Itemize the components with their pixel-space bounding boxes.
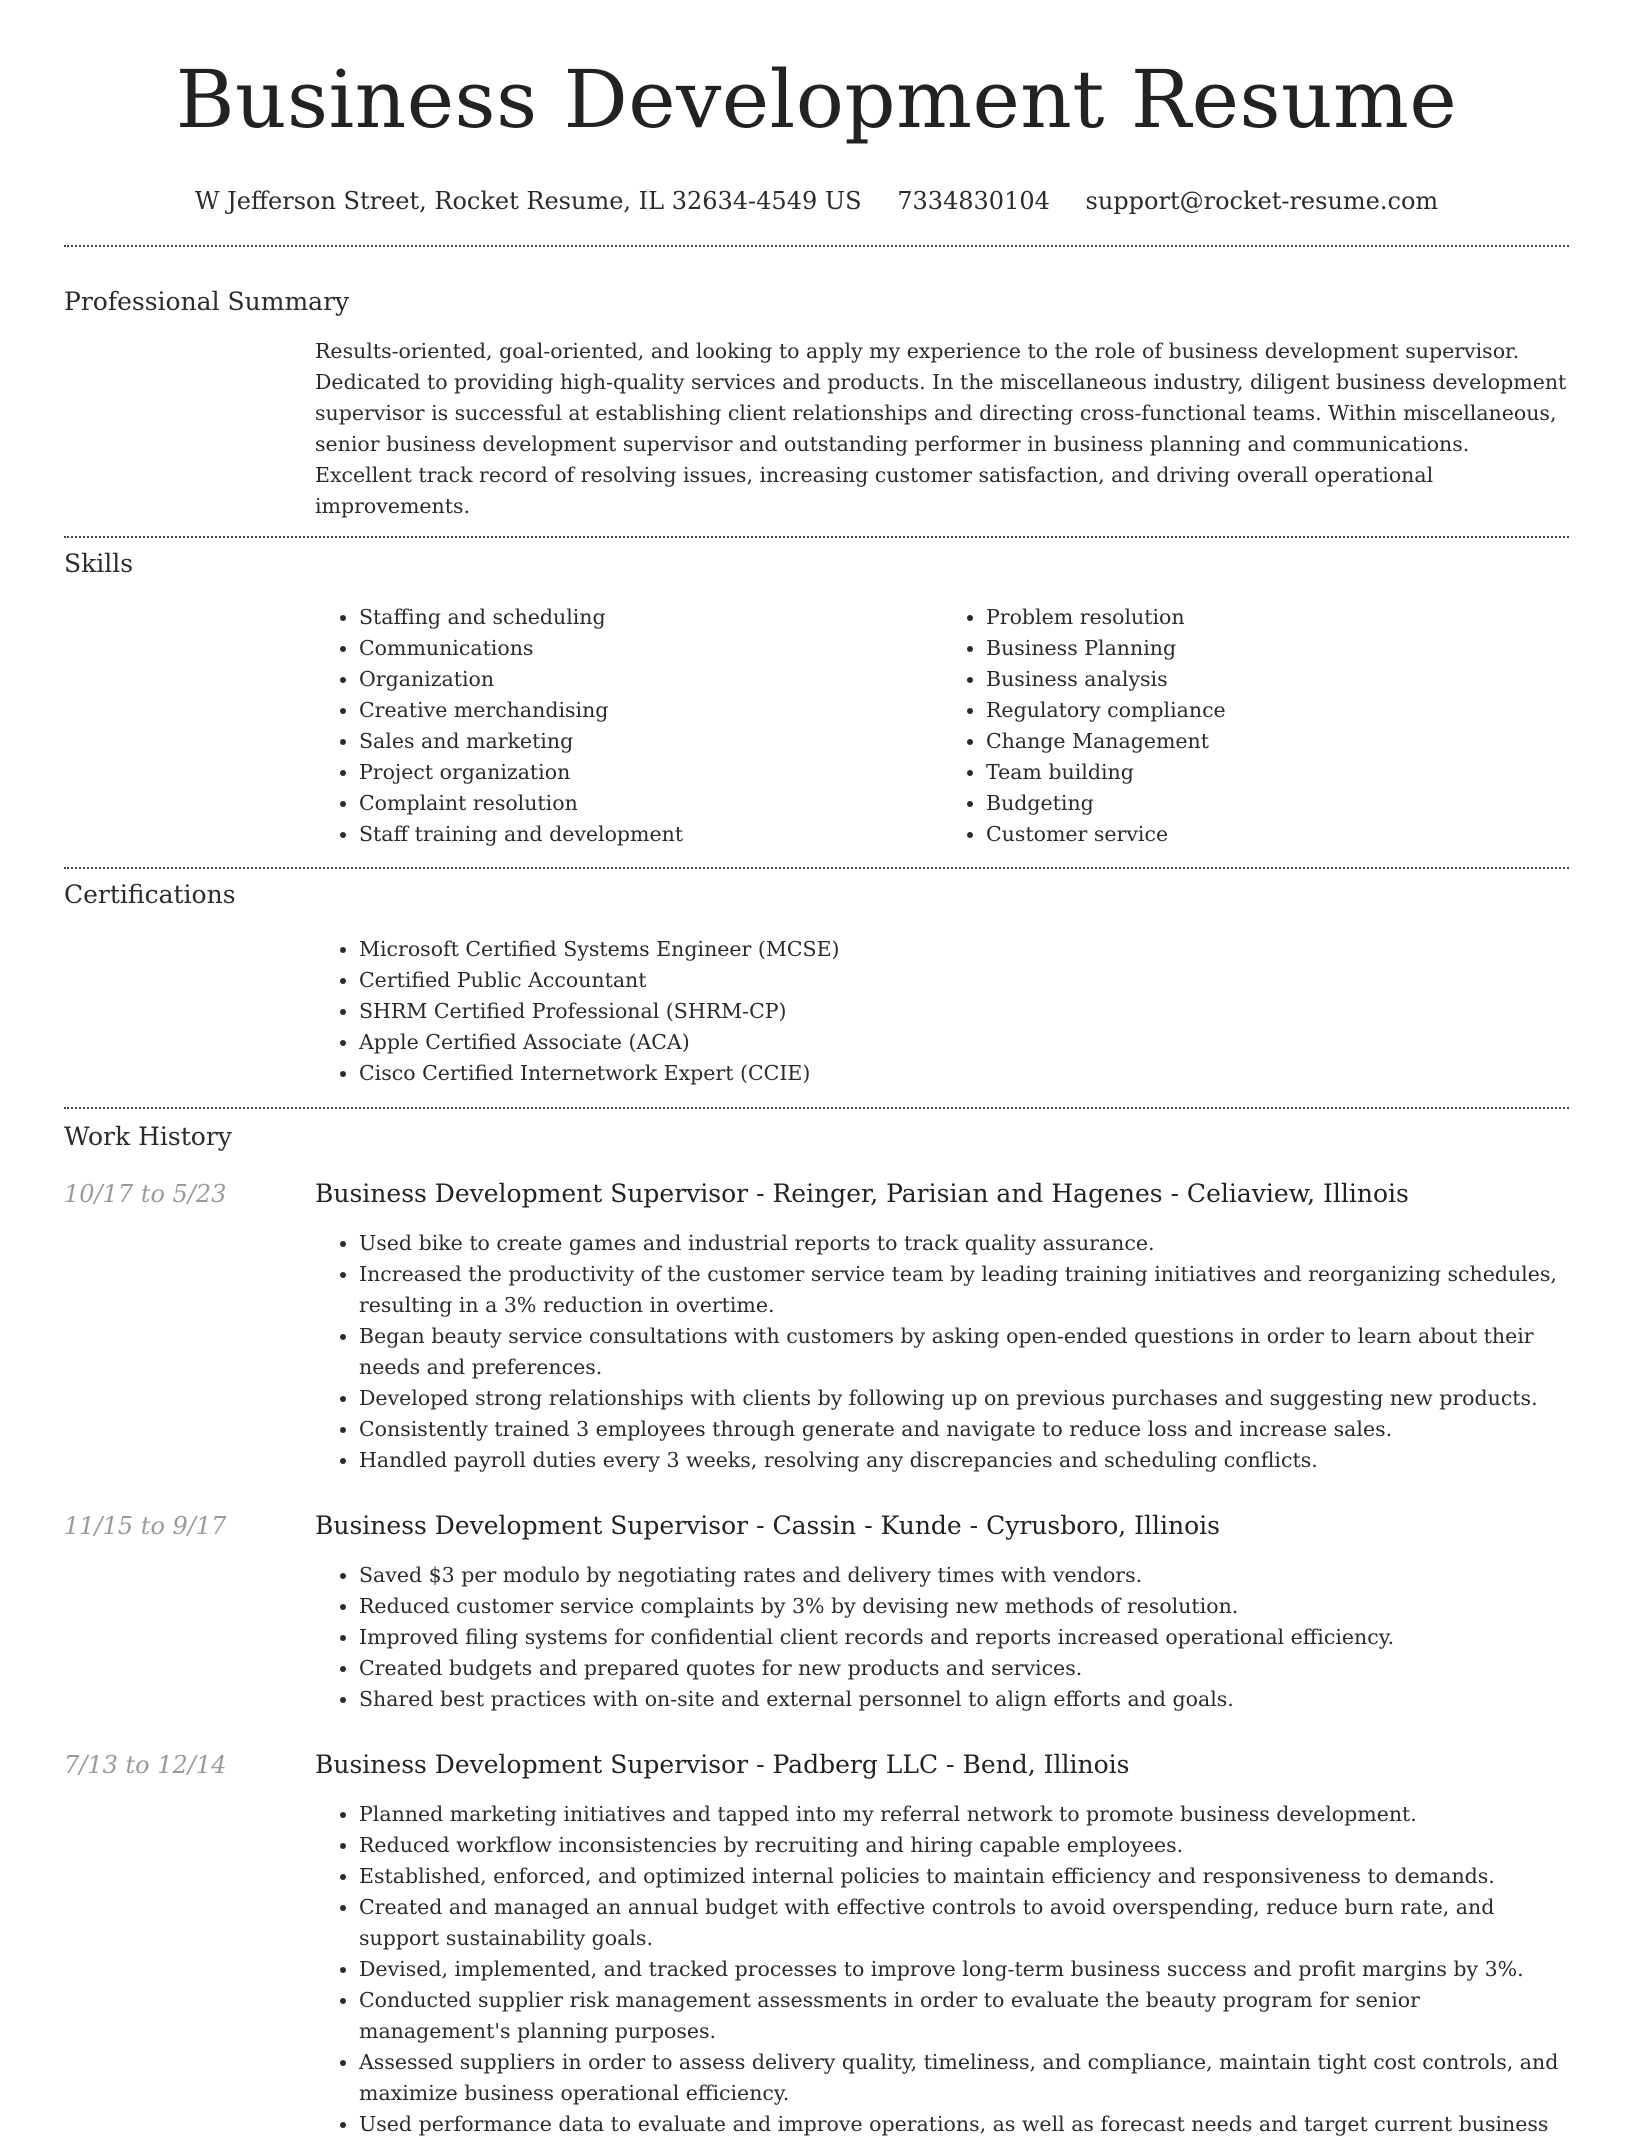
- job-bullet: • Began beauty service consultations with customers by asking open-ended questions in order to learn about their needs and preferences.: [359, 1321, 1569, 1383]
- job-bullet: • Increased the productivity of the customer service team by leading training initiatives and reorganizing schedules, resulting in a 3% reduction in overtime.: [359, 1259, 1569, 1321]
- job-header: [64, 1510, 1569, 1542]
- job-bullet: • Planned marketing initiatives and tapped into my referral network to promote business development.: [359, 1799, 1569, 1830]
- skill-item: • Budgeting: [986, 788, 1569, 819]
- job-bullet: • Used bike to create games and industrial reports to track quality assurance.: [359, 1228, 1569, 1259]
- job-bullet: • Conducted supplier risk management assessments in order to evaluate the beauty program for senior management's planning purposes.: [359, 1985, 1569, 2047]
- skills-column-right: [942, 602, 1569, 850]
- job-title: Business Development Supervisor - Padberg LLC - Bend, Illinois: [315, 1750, 1130, 1779]
- job-bullets: [315, 1799, 1569, 2140]
- skill-item: • Sales and marketing: [359, 726, 942, 757]
- job-bullet: • Consistently trained 3 employees through generate and navigate to reduce loss and increase sales.: [359, 1414, 1569, 1445]
- job-entry: [64, 1178, 1569, 1476]
- job-bullet: • Created and managed an annual budget with effective controls to avoid overspending, reduce burn rate, and support sustainability goals.: [359, 1892, 1569, 1954]
- job-bullets: [315, 1228, 1569, 1476]
- job-bullet: • Devised, implemented, and tracked processes to improve long-term business success and profit margins by 3%.: [359, 1954, 1569, 1985]
- skill-item: • Complaint resolution: [359, 788, 942, 819]
- job-bullet: • Shared best practices with on-site and external personnel to align efforts and goals.: [359, 1684, 1569, 1715]
- skill-item: • Communications: [359, 633, 942, 664]
- header-divider: [64, 245, 1569, 247]
- skill-item: • Regulatory compliance: [986, 695, 1569, 726]
- job-dates: 7/13 to 12/14: [64, 1751, 227, 1779]
- job-entry: [64, 1749, 1569, 2140]
- job-entry: [64, 1510, 1569, 1715]
- resume-title: Business Development Resume: [175, 53, 1458, 146]
- resume-page: [64, 0, 1569, 2140]
- skills-list: [315, 602, 1569, 850]
- job-bullet: • Reduced customer service complaints by 3% by devising new methods of resolution.: [359, 1591, 1569, 1622]
- skills-divider: [64, 867, 1569, 869]
- job-bullet: • Improved filing systems for confidential client records and reports increased operational efficiency.: [359, 1622, 1569, 1653]
- skill-item: • Business Planning: [986, 633, 1569, 664]
- job-header: [64, 1178, 1569, 1210]
- job-bullet: • Created budgets and prepared quotes for new products and services.: [359, 1653, 1569, 1684]
- contact-line: [64, 186, 1569, 216]
- work-history-heading: Work History: [64, 1122, 232, 1151]
- skill-item: • Staffing and scheduling: [359, 602, 942, 633]
- contact-phone: 7334830104: [897, 187, 1050, 215]
- job-title: Business Development Supervisor - Reinger, Parisian and Hagenes - Celiaview, Illinois: [315, 1179, 1409, 1208]
- summary-divider: [64, 536, 1569, 538]
- skill-item: • Project organization: [359, 757, 942, 788]
- certification-item: • SHRM Certified Professional (SHRM-CP): [359, 996, 1569, 1027]
- certifications-divider: [64, 1107, 1569, 1109]
- skill-item: • Team building: [986, 757, 1569, 788]
- job-bullet: • Reduced workflow inconsistencies by recruiting and hiring capable employees.: [359, 1830, 1569, 1861]
- summary-heading: Professional Summary: [64, 287, 350, 316]
- skill-item: • Customer service: [986, 819, 1569, 850]
- certifications-list: [315, 934, 1569, 1089]
- skills-column-left: [315, 602, 942, 850]
- job-bullet: • Developed strong relationships with clients by following up on previous purchases and suggesting new products.: [359, 1383, 1569, 1414]
- skill-item: • Business analysis: [986, 664, 1569, 695]
- job-bullet: • Used performance data to evaluate and improve operations, as well as forecast needs and target current business: [359, 2109, 1569, 2140]
- certification-item: • Certified Public Accountant: [359, 965, 1569, 996]
- job-dates: 10/17 to 5/23: [64, 1180, 227, 1208]
- job-title: Business Development Supervisor - Cassin - Kunde - Cyrusboro, Illinois: [315, 1511, 1220, 1540]
- job-bullet: • Established, enforced, and optimized internal policies to maintain efficiency and responsiveness to demands.: [359, 1861, 1569, 1892]
- job-bullet: • Assessed suppliers in order to assess delivery quality, timeliness, and compliance, maintain tight cost controls, and maximize business operational efficiency.: [359, 2047, 1569, 2109]
- contact-address: W Jefferson Street, Rocket Resume, IL 32634-4549 US: [194, 187, 862, 215]
- job-bullet: • Handled payroll duties every 3 weeks, resolving any discrepancies and scheduling conflicts.: [359, 1445, 1569, 1476]
- certifications-heading: Certifications: [64, 880, 236, 909]
- certification-item: • Microsoft Certified Systems Engineer (MCSE): [359, 934, 1569, 965]
- job-bullets: [315, 1560, 1569, 1715]
- skill-item: • Staff training and development: [359, 819, 942, 850]
- job-header: [64, 1749, 1569, 1781]
- skill-item: • Change Management: [986, 726, 1569, 757]
- summary-text: Results-oriented, goal-oriented, and looking to apply my experience to the role of business development supervisor. Dedicated to providing high-quality services and products. In the miscellaneous industry, diligent business development supervisor is successful at establishing client relationships and directing cross-functional teams. Within miscellaneous, senior business development supervisor and outstanding performer in business planning and communications. Excellent track record of resolving issues, increasing customer satisfaction, and driving overall operational improvements.: [315, 339, 1567, 518]
- certification-item: • Cisco Certified Internetwork Expert (CCIE): [359, 1058, 1569, 1089]
- job-dates: 11/15 to 9/17: [64, 1512, 227, 1540]
- skills-heading: Skills: [64, 549, 134, 578]
- job-bullet: • Saved $3 per modulo by negotiating rates and delivery times with vendors.: [359, 1560, 1569, 1591]
- skill-item: • Organization: [359, 664, 942, 695]
- contact-email: support@rocket-resume.com: [1085, 187, 1439, 215]
- certification-item: • Apple Certified Associate (ACA): [359, 1027, 1569, 1058]
- skill-item: • Creative merchandising: [359, 695, 942, 726]
- skill-item: • Problem resolution: [986, 602, 1569, 633]
